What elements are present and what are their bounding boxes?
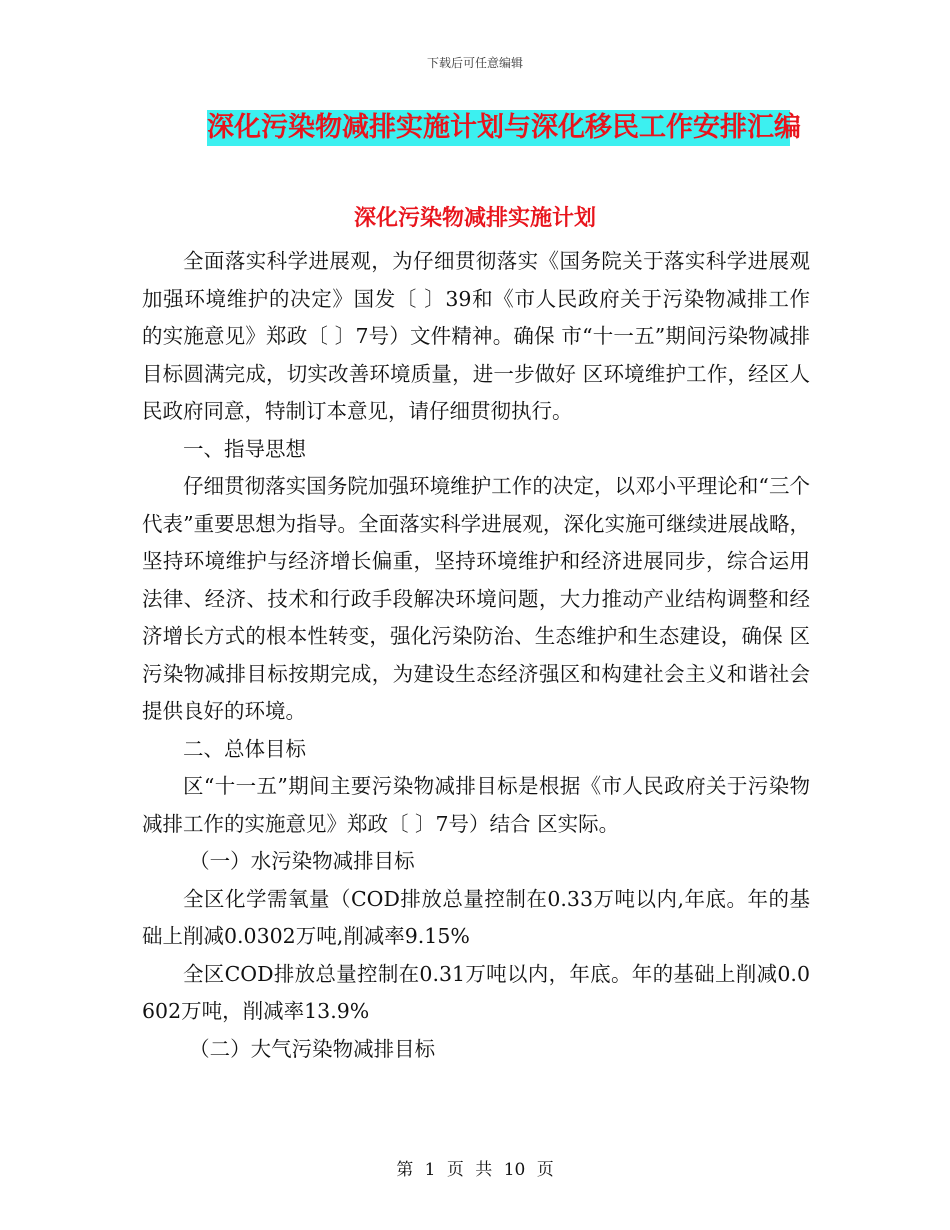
cod-goal-paragraph-2: 全区COD排放总量控制在0.31万吨以内，年底。年的基础上削减0.0602万吨，削减率13.9% bbox=[142, 961, 810, 1023]
header-note: 下载后可任意编辑 bbox=[426, 56, 523, 70]
document-main-title: 深化污染物减排实施计划与深化移民工作安排汇编 bbox=[207, 110, 790, 146]
section-title: 深化污染物减排实施计划 bbox=[353, 205, 596, 231]
heading-air-pollutant-goals: （二）大气污染物减排目标 bbox=[189, 1036, 436, 1061]
guiding-ideology-paragraph: 仔细贯彻落实国务院加强环境维护工作的决定，以邓小平理论和“三个代表”重要思想为指导。全面落实科学进展观，深化实施可继续进展战略，坚持环境维护与经济增长偏重，坚持环境维护和经济进展同步，综合运用法律、经济、技术和行政手段解决环境问题，大力推动产业结构调整和经济增长方式的根本性转变，强化污染防治、生态维护和生态建设，确保 区污染物减排目标按期完成，为建设生态经济强区和构建社会主义和谐社会提供良好的环境。 bbox=[142, 474, 810, 723]
overall-goals-paragraph: 区“十一五”期间主要污染物减排目标是根据《市人民政府关于污染物减排工作的实施意见》郑政〔 〕7号）结合 区实际。 bbox=[142, 774, 810, 836]
intro-paragraph: 全面落实科学进展观，为仔细贯彻落实《国务院关于落实科学进展观加强环境维护的决定》国发〔 〕39和《市人民政府关于污染物减排工作的实施意见》郑政〔 〕7号）文件精神。确保 市“十一五”期间污染物减排目标圆满完成，切实改善环境质量，进一步做好 区环境维护工作，经区人民政府同意，特制订本意见，请仔细贯彻执行。 bbox=[142, 249, 810, 423]
heading-water-pollutant-goals: （一）水污染物减排目标 bbox=[189, 849, 415, 873]
page-number-footer: 第 1 页 共 10 页 bbox=[396, 1160, 554, 1180]
cod-goal-paragraph-1: 全区化学需氧量（COD排放总量控制在0.33万吨以内,年底。年的基础上削减0.0302万吨,削减率9.15% bbox=[142, 886, 810, 948]
heading-guiding-ideology: 一、指导思想 bbox=[183, 436, 306, 461]
document-body bbox=[142, 243, 810, 1068]
heading-overall-goals: 二、总体目标 bbox=[183, 736, 306, 761]
